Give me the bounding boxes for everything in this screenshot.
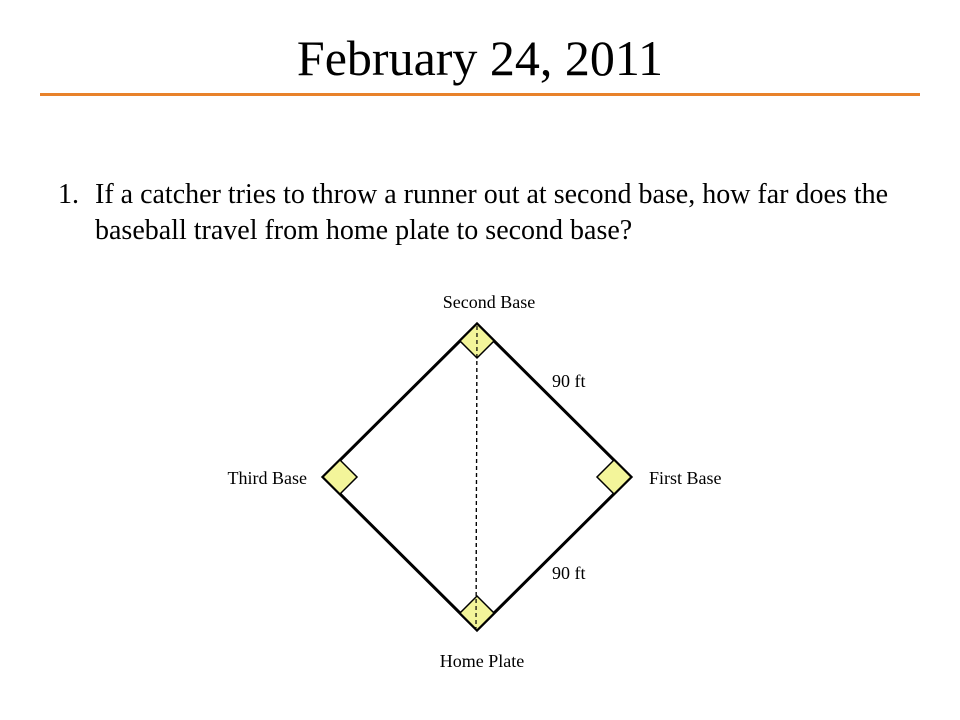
third-base-label: Third Base [227,468,307,488]
dashed-line-overlay [476,326,477,628]
first-base-marker [597,460,631,494]
lower-side-length-label: 90 ft [552,563,586,583]
slide-title: February 24, 2011 [296,30,664,86]
home-plate-marker [460,596,494,630]
first-base-label: First Base [649,468,722,488]
third-base-marker [323,460,357,494]
home-plate-label: Home Plate [439,651,525,671]
upper-side-length-label: 90 ft [552,371,586,391]
question-number: 1. [58,179,79,210]
question-text: If a catcher tries to throw a runner out at second base, how far does the baseball travel from home plate to second base? [95,179,889,246]
second-base-label: Second Base [442,292,536,312]
